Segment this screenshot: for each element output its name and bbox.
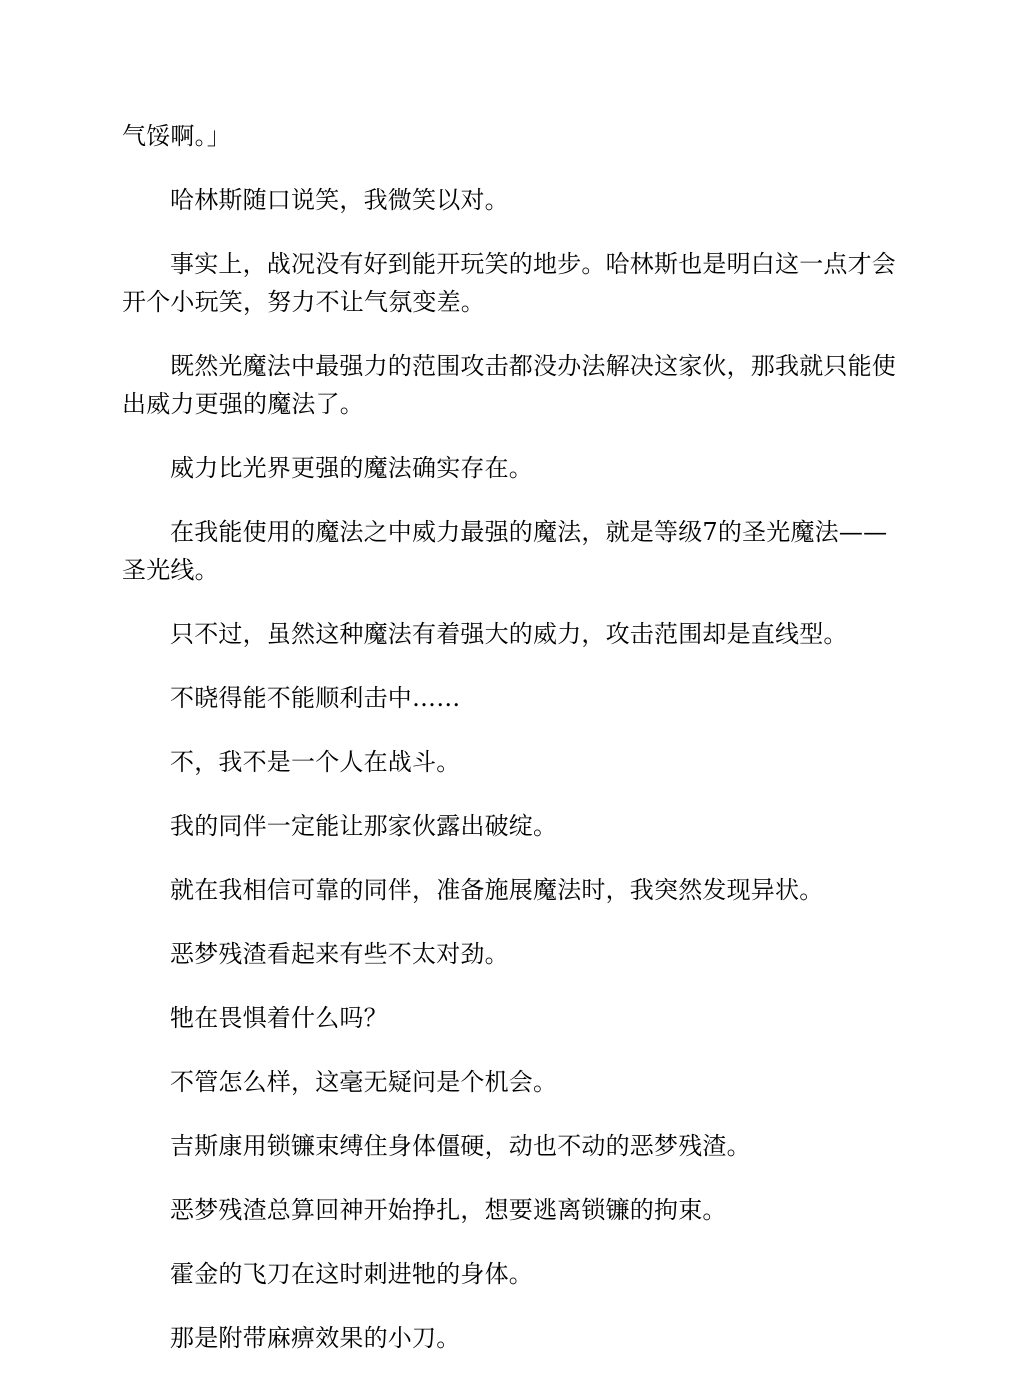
paragraph: 不，我不是一个人在战斗。 (170, 748, 461, 776)
paragraph: 牠在畏惧着什么吗？ (170, 1004, 388, 1032)
paragraph: 吉斯康用锁镰束缚住身体僵硬，动也不动的恶梦残渣。 (170, 1132, 751, 1160)
paragraph: 在我能使用的魔法之中威力最强的魔法，就是等级7的圣光魔法——圣光线。 (122, 518, 888, 584)
body-text (122, 117, 898, 1383)
paragraph: 霍金的飞刀在这时刺进牠的身体。 (170, 1260, 533, 1288)
paragraph: 既然光魔法中最强力的范围攻击都没办法解决这家伙，那我就只能使出威力更强的魔法了。 (122, 352, 896, 418)
paragraph: 只不过，虽然这种魔法有着强大的威力，攻击范围却是直线型。 (170, 620, 848, 648)
paragraph: 就在我相信可靠的同伴，准备施展魔法时，我突然发现异状。 (170, 876, 824, 904)
paragraph: 恶梦残渣看起来有些不太对劲。 (170, 940, 509, 968)
paragraph: 不晓得能不能顺利击中…… (170, 684, 461, 712)
paragraph: 事实上，战况没有好到能开玩笑的地步。哈林斯也是明白这一点才会开个小玩笑，努力不让气氛变差。 (122, 250, 896, 316)
paragraph-continuation: 气馁啊。」 (122, 122, 231, 150)
paragraph: 不管怎么样，这毫无疑问是个机会。 (170, 1068, 558, 1096)
paragraph: 威力比光界更强的魔法确实存在。 (170, 454, 533, 482)
paragraph: 哈林斯随口说笑，我微笑以对。 (170, 186, 509, 214)
paragraph: 我的同伴一定能让那家伙露出破绽。 (170, 812, 558, 840)
paragraph: 那是附带麻痹效果的小刀。 (170, 1324, 461, 1352)
paragraph: 恶梦残渣总算回神开始挣扎，想要逃离锁镰的拘束。 (170, 1196, 727, 1224)
